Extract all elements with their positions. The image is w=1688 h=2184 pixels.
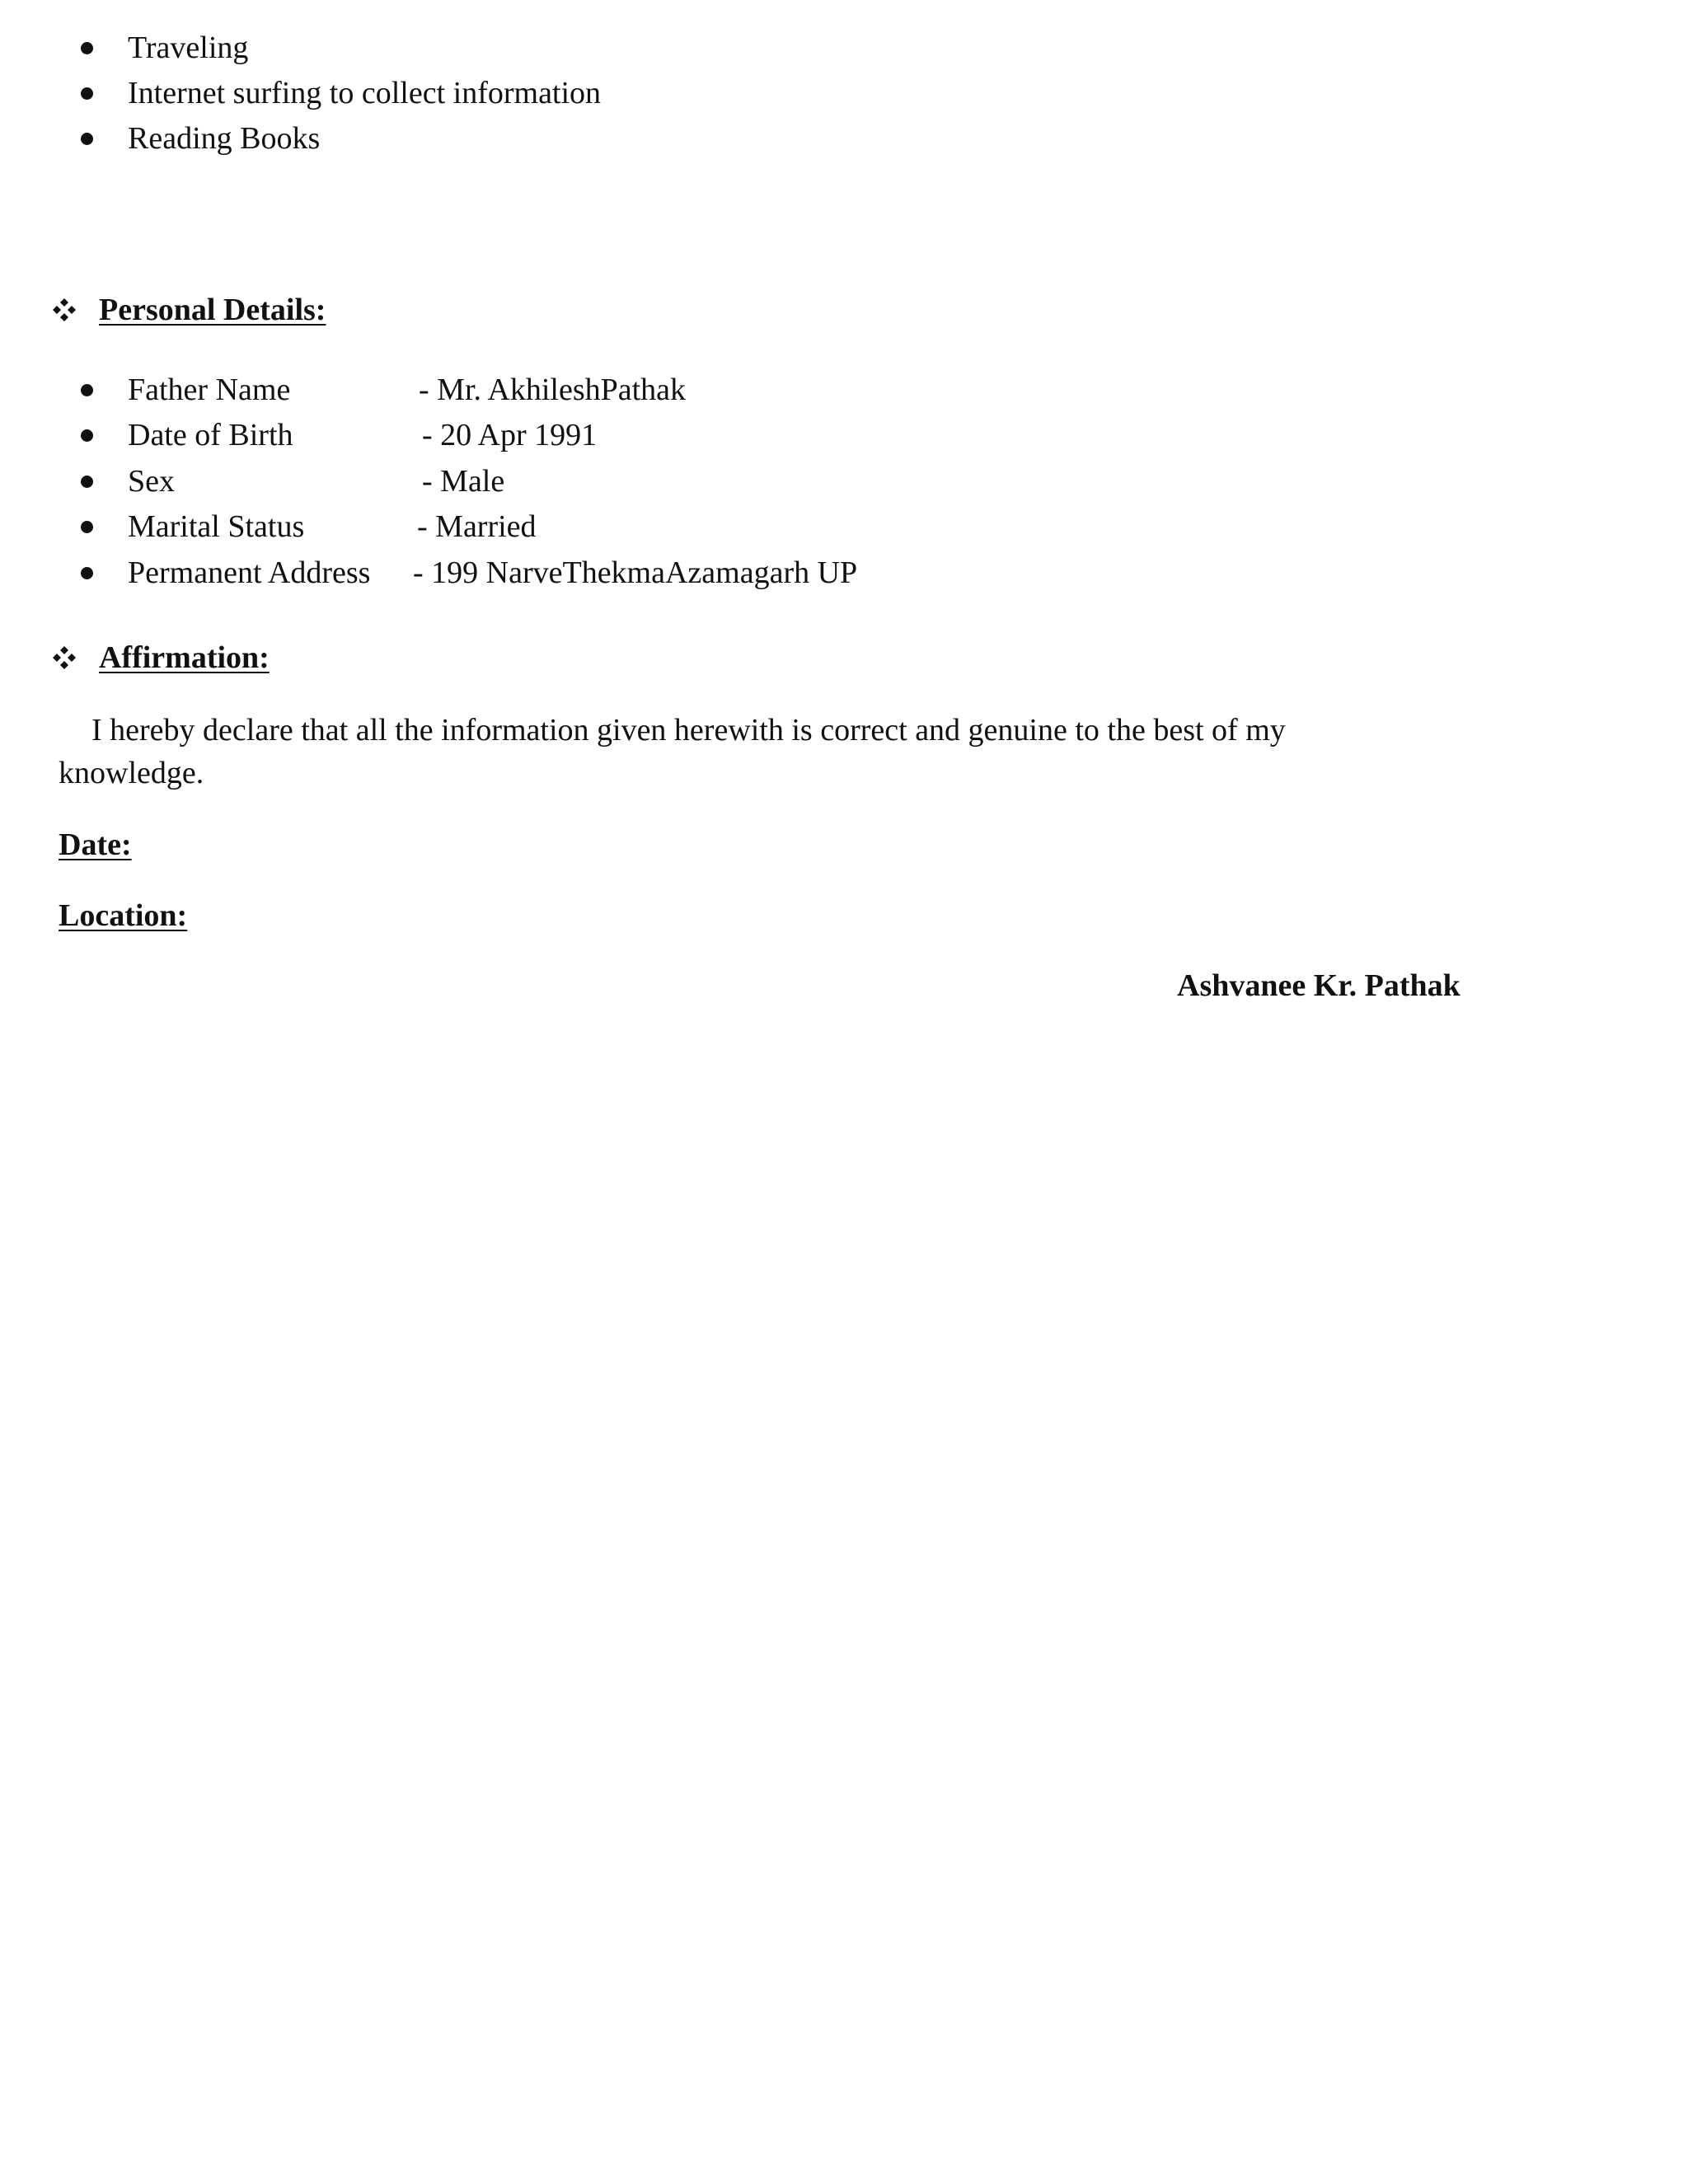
hobby-item: Internet surfing to collect information xyxy=(128,76,602,110)
bullet-icon xyxy=(81,476,93,488)
bullet-icon xyxy=(81,567,93,579)
detail-value: - 199 NarveThekmaAzamagarh UP xyxy=(413,555,858,590)
detail-label: Sex xyxy=(128,464,175,499)
bullet-icon xyxy=(81,133,93,145)
bullet-icon xyxy=(81,521,93,533)
detail-label: Permanent Address xyxy=(128,555,371,590)
hobby-item: Reading Books xyxy=(128,121,321,156)
detail-label: Father Name xyxy=(128,373,291,407)
detail-label: Date of Birth xyxy=(128,418,293,452)
detail-value: - Mr. AkhileshPathak xyxy=(419,373,687,407)
date-label: Date: xyxy=(59,827,132,862)
affirmation-heading: Affirmation: xyxy=(99,640,270,675)
hobby-item: Traveling xyxy=(128,30,249,65)
four-diamond-icon xyxy=(52,298,77,322)
signature-name: Ashvanee Kr. Pathak xyxy=(1177,968,1461,1003)
bullet-icon xyxy=(81,384,93,396)
location-label: Location: xyxy=(59,898,188,933)
detail-value: - Male xyxy=(422,464,505,499)
detail-label: Marital Status xyxy=(128,509,305,544)
detail-value: - Married xyxy=(417,509,537,544)
affirmation-text: knowledge. xyxy=(59,756,204,790)
four-diamond-icon xyxy=(52,645,77,670)
bullet-icon xyxy=(81,429,93,442)
detail-value: - 20 Apr 1991 xyxy=(422,418,598,452)
affirmation-text: I hereby declare that all the information given herewith is correct and genuine to the best of my xyxy=(91,713,1286,748)
bullet-icon xyxy=(81,87,93,100)
bullet-icon xyxy=(81,42,93,54)
personal-details-heading: Personal Details: xyxy=(99,293,326,327)
